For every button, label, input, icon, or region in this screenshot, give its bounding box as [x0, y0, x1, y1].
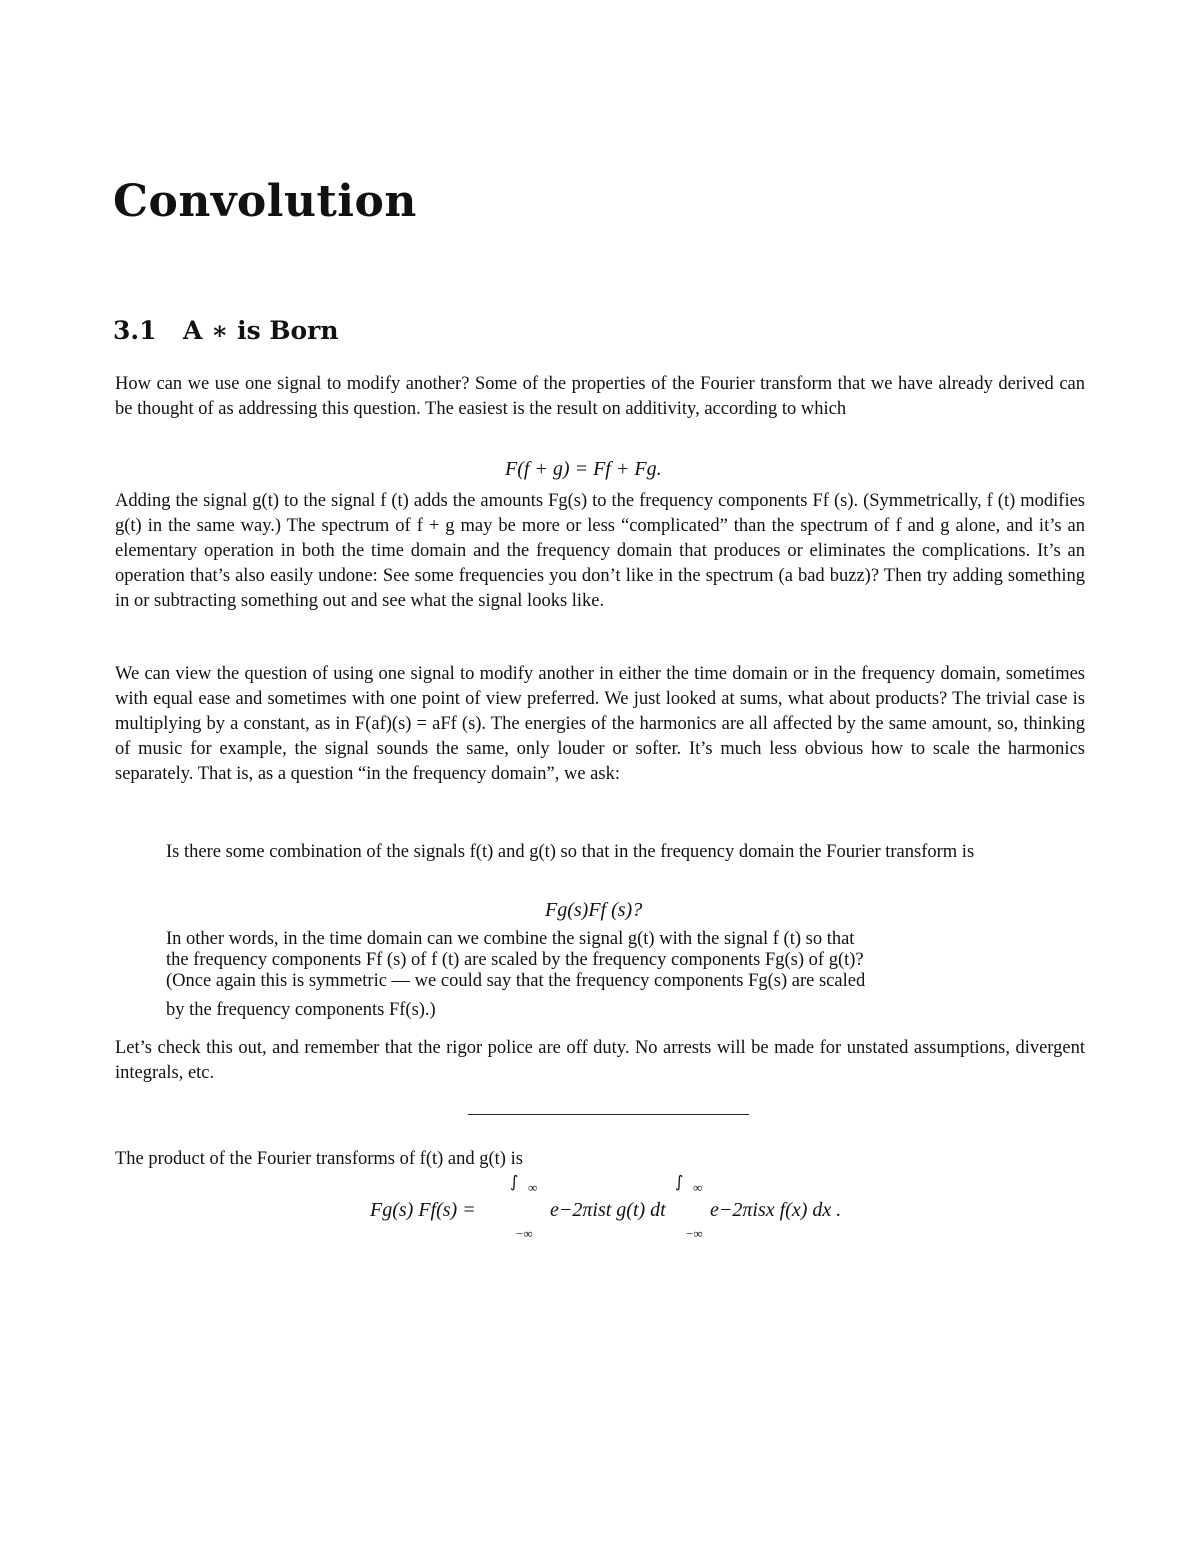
integral-upper-limit: ∞ [693, 1180, 703, 1195]
section-heading [113, 316, 339, 345]
integral-body-g: e−2πist g(t) dt [550, 1199, 666, 1221]
paragraph-products: We can view the question of using one signal to modify another in either the time domain or in the frequency domain, sometimes with equal ease and sometimes with one point of view preferred. We just looked at sums, what about products? The trivial case is multiplying by a constant, as in F(af)(s) = aFf (s). The energies of the harmonics are all affected by the same amount, so, thinking of music for example, the signal sounds the same, only louder or softer. It’s much less obvious how to scale the harmonics separately. That is, as a question “in the frequency domain”, we ask: [115, 664, 1085, 784]
paragraph-intro: How can we use one signal to modify another? Some of the properties of the Fourier transform that we have already derived can be thought of as addressing this question. The easiest is the result on additivity, according to which [115, 374, 1085, 419]
integral-lower-limit: −∞ [516, 1226, 533, 1241]
quote-line: by the frequency components Ff(s).) [166, 1000, 436, 1020]
quote-line: In other words, in the time domain can we combine the signal g(t) with the signal f (t) so that [166, 929, 855, 949]
paragraph-rigor: Let’s check this out, and remember that the rigor police are off duty. No arrests will be made for unstated assumptions, divergent integrals, etc. [115, 1038, 1085, 1083]
section-title: A ∗ is Born [183, 316, 339, 345]
paragraph-product-transforms: The product of the Fourier transforms of f(t) and g(t) is [115, 1149, 523, 1169]
integral-sign-icon: ∫ [675, 1172, 684, 1191]
quote-line: the frequency components Ff (s) of f (t) are scaled by the frequency components Fg(s) of g(t)? [166, 950, 864, 970]
integral-upper-limit: ∞ [528, 1180, 538, 1195]
integral-body-f: e−2πisx f(x) dx . [710, 1199, 842, 1221]
paragraph-additivity: Adding the signal g(t) to the signal f (t) adds the amounts Fg(s) to the frequency components Ff (s). (Symmetrically, f (t) modifies g(t) in the same way.) The spectrum of f + g may be more or less “complicated” than the spectrum of f and g alone, and it’s an elementary operation in both the time domain and the frequency domain that produces or eliminates the complications. It’s an operation that’s also easily undone: See some frequencies you don’t like in the spectrum (a bad buzz)? Then try adding something in or subtracting something out and see what the signal looks like. [115, 491, 1085, 611]
chapter-title: Convolution [113, 176, 417, 227]
integral-sign-icon: ∫ [510, 1172, 519, 1191]
integral-lower-limit: −∞ [686, 1226, 703, 1241]
quote-question: Is there some combination of the signals f(t) and g(t) so that in the frequency domain the Fourier transform is [166, 842, 975, 862]
equation-product-question: Fg(s)Ff (s)? [545, 899, 643, 921]
equation-additivity: F(f + g) = Ff + Fg. [505, 458, 662, 480]
horizontal-rule [468, 1114, 749, 1115]
quote-followup [166, 929, 1066, 1021]
section-number: 3.1 [113, 316, 157, 345]
equation-lhs: Fg(s) Ff(s) = [370, 1199, 476, 1221]
quote-line: (Once again this is symmetric — we could say that the frequency components Fg(s) are scaled [166, 971, 866, 991]
